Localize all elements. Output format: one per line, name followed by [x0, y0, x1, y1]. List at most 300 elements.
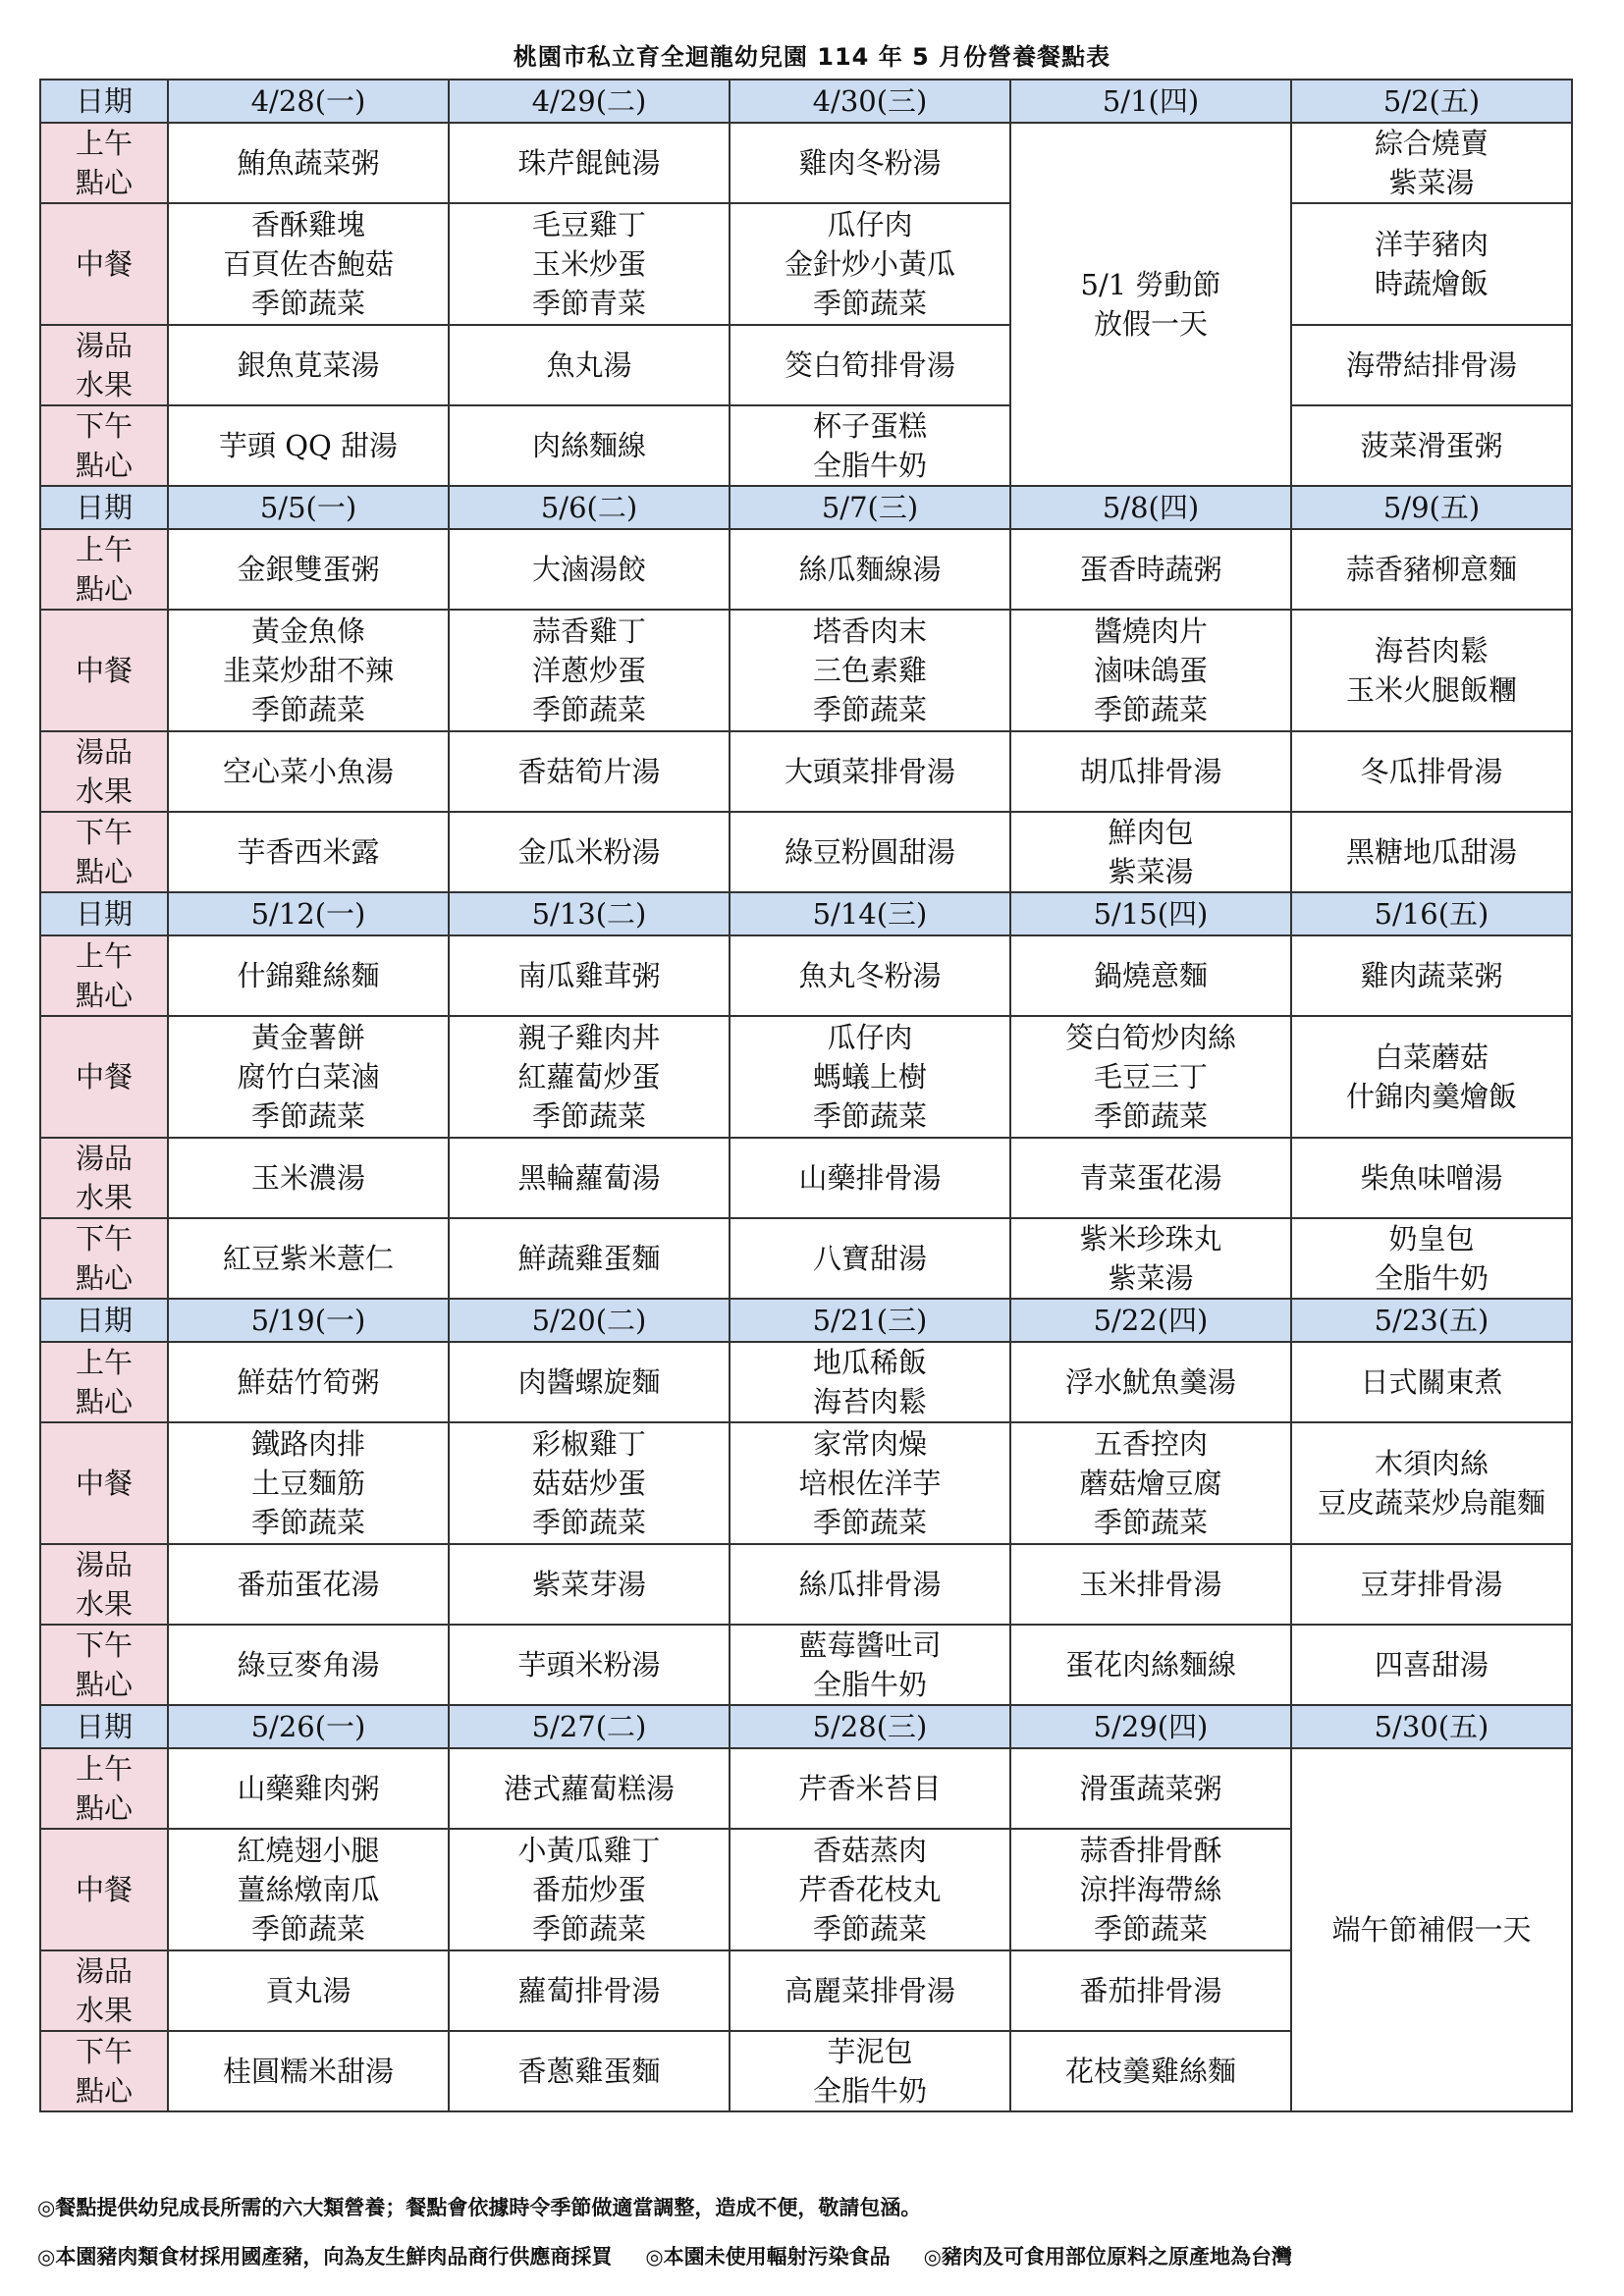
menu-item-line: 螞蟻上樹 — [812, 1060, 927, 1094]
menu-cell — [168, 1748, 449, 1829]
row-label-lunch: 中餐 — [40, 1422, 168, 1544]
holiday-cell — [1010, 123, 1291, 486]
row-label-line: 下午 — [75, 1222, 133, 1255]
menu-item-line: 季節蔬菜 — [1093, 1912, 1208, 1946]
menu-item-line: 滷味鴿蛋 — [1093, 654, 1208, 687]
menu-item-line: 貢丸湯 — [265, 1974, 352, 2007]
menu-cell — [1291, 1422, 1572, 1544]
menu-item-line: 家常肉燥 — [812, 1427, 927, 1461]
date-cell: 4/29(二) — [449, 80, 730, 123]
row-label-line: 下午 — [75, 409, 133, 443]
menu-item-line: 銀魚莧菜湯 — [237, 348, 380, 382]
menu-item-line: 芋泥包 — [827, 2035, 913, 2068]
menu-item-line: 季節蔬菜 — [531, 1099, 646, 1133]
menu-item-line: 肉絲麵線 — [531, 429, 646, 462]
menu-item-line: 季節蔬菜 — [812, 1506, 927, 1539]
menu-item-line: 綠豆麥角湯 — [237, 1648, 380, 1682]
menu-cell — [168, 935, 449, 1016]
menu-cell — [1010, 935, 1291, 1016]
menu-cell — [449, 1829, 730, 1950]
menu-item-line: 木須肉絲 — [1374, 1447, 1489, 1480]
meal-row-afternoon-snack — [40, 1625, 1572, 1705]
menu-cell — [449, 1016, 730, 1138]
menu-cell — [168, 405, 449, 486]
menu-item-line: 鍋燒意麵 — [1093, 959, 1208, 992]
menu-item-line: 海苔肉鬆 — [812, 1385, 927, 1418]
menu-cell — [168, 1218, 449, 1299]
date-cell: 5/21(三) — [730, 1299, 1010, 1342]
meal-row-afternoon-snack — [40, 1218, 1572, 1299]
menu-item-line: 紫菜湯 — [1388, 166, 1475, 199]
menu-item-line: 桂圓糯米甜湯 — [222, 2055, 394, 2088]
menu-item-line: 黑糖地瓜甜湯 — [1345, 835, 1517, 869]
holiday-cell — [1291, 1748, 1572, 2111]
menu-cell — [449, 935, 730, 1016]
menu-item-line: 雞肉冬粉湯 — [798, 146, 942, 180]
menu-item-line: 季節蔬菜 — [250, 1099, 365, 1133]
menu-cell — [1010, 2031, 1291, 2111]
menu-cell — [1291, 731, 1572, 812]
menu-item-line: 腐竹白菜滷 — [237, 1060, 380, 1094]
row-label-line: 湯品 — [75, 1548, 133, 1581]
menu-cell — [449, 405, 730, 486]
menu-item-line: 香酥雞塊 — [250, 208, 365, 241]
date-cell: 5/26(一) — [168, 1705, 449, 1748]
meal-row-lunch — [40, 610, 1572, 731]
holiday-line: 端午節補假一天 — [1331, 1913, 1532, 1947]
menu-item-line: 培根佐洋芋 — [798, 1467, 942, 1500]
menu-item-line: 金瓜米粉湯 — [517, 835, 661, 869]
menu-item-line: 杯子蛋糕 — [812, 409, 927, 443]
menu-cell — [1010, 1625, 1291, 1705]
footnote-text: ◎本園豬肉類食材採用國產豬，向為友生鮮肉品商行供應商採買 — [37, 2245, 613, 2269]
row-label-line: 下午 — [75, 1629, 133, 1662]
menu-cell — [730, 1342, 1010, 1422]
date-cell: 5/13(二) — [449, 892, 730, 935]
date-cell: 5/16(五) — [1291, 892, 1572, 935]
row-label-line: 下午 — [75, 2035, 133, 2068]
menu-cell — [1291, 1625, 1572, 1705]
menu-item-line: 紫菜湯 — [1108, 855, 1194, 888]
menu-cell — [1010, 1829, 1291, 1950]
row-label-morning-snack — [40, 935, 168, 1016]
menu-item-line: 季節蔬菜 — [812, 287, 927, 320]
menu-cell — [730, 1016, 1010, 1138]
date-cell: 5/19(一) — [168, 1299, 449, 1342]
menu-item-line: 全脂牛奶 — [1374, 1261, 1489, 1295]
menu-cell — [449, 1748, 730, 1829]
menu-item-line: 菠菜滑蛋粥 — [1360, 429, 1503, 462]
menu-item-line: 青菜蛋花湯 — [1079, 1161, 1222, 1195]
menu-item-line: 筊白筍炒肉絲 — [1064, 1021, 1236, 1054]
date-cell: 5/20(二) — [449, 1299, 730, 1342]
menu-cell — [168, 1829, 449, 1950]
menu-cell — [730, 812, 1010, 892]
row-label-soup-fruit — [40, 1138, 168, 1218]
menu-item-line: 玉米排骨湯 — [1079, 1568, 1222, 1601]
menu-cell — [449, 1218, 730, 1299]
row-label-line: 湯品 — [75, 1954, 133, 1988]
date-cell: 5/2(五) — [1291, 80, 1572, 123]
meal-row-morning-snack — [40, 1342, 1572, 1422]
menu-cell — [168, 1016, 449, 1138]
row-label-soup-fruit — [40, 1950, 168, 2031]
menu-item-line: 日式關東煮 — [1360, 1365, 1503, 1399]
menu-cell — [730, 731, 1010, 812]
meal-row-morning-snack — [40, 935, 1572, 1016]
menu-item-line: 南瓜雞茸粥 — [517, 959, 661, 992]
menu-cell — [449, 1342, 730, 1422]
date-cell: 5/30(五) — [1291, 1705, 1572, 1748]
menu-cell — [168, 1950, 449, 2031]
menu-cell — [730, 2031, 1010, 2111]
menu-item-line: 彩椒雞丁 — [531, 1427, 646, 1461]
menu-item-line: 肉醬螺旋麵 — [517, 1365, 661, 1399]
menu-table — [39, 79, 1573, 2112]
menu-cell — [730, 1544, 1010, 1625]
row-label-lunch: 中餐 — [40, 1829, 168, 1950]
menu-cell — [1291, 935, 1572, 1016]
row-label-line: 點心 — [75, 979, 133, 1012]
footnote-1 — [37, 2192, 954, 2221]
menu-cell — [1291, 1218, 1572, 1299]
menu-item-line: 親子雞肉丼 — [517, 1021, 661, 1054]
menu-item-line: 蒜香豬柳意麵 — [1345, 553, 1517, 586]
menu-cell — [1010, 1748, 1291, 1829]
menu-item-line: 魚丸湯 — [546, 348, 632, 382]
menu-item-line: 五香控肉 — [1093, 1427, 1208, 1461]
menu-cell — [168, 325, 449, 405]
menu-item-line: 番茄炒蛋 — [531, 1873, 646, 1906]
row-label-soup-fruit — [40, 325, 168, 405]
menu-item-line: 土豆麵筋 — [250, 1467, 365, 1500]
row-label-line: 點心 — [75, 855, 133, 888]
row-label-soup-fruit — [40, 1544, 168, 1625]
menu-cell — [730, 1422, 1010, 1544]
menu-cell — [1291, 529, 1572, 610]
menu-item-line: 香菇蒸肉 — [812, 1834, 927, 1867]
row-label-afternoon-snack — [40, 2031, 168, 2111]
row-label-morning-snack — [40, 529, 168, 610]
row-label-lunch: 中餐 — [40, 1016, 168, 1138]
menu-item-line: 山藥雞肉粥 — [237, 1772, 380, 1805]
menu-item-line: 全脂牛奶 — [812, 2074, 927, 2108]
menu-item-line: 薑絲燉南瓜 — [237, 1873, 380, 1906]
menu-item-line: 季節蔬菜 — [531, 1506, 646, 1539]
menu-cell — [168, 812, 449, 892]
menu-cell — [449, 2031, 730, 2111]
menu-item-line: 玉米火腿飯糰 — [1345, 673, 1517, 707]
menu-item-line: 菇菇炒蛋 — [531, 1467, 646, 1500]
menu-cell — [1291, 1342, 1572, 1422]
menu-item-line: 醬燒肉片 — [1093, 614, 1208, 648]
menu-item-line: 蒜香雞丁 — [531, 614, 646, 648]
menu-item-line: 紫菜湯 — [1108, 1261, 1194, 1295]
row-label-line: 點心 — [75, 572, 133, 606]
row-label-date: 日期 — [40, 80, 168, 123]
menu-item-line: 番茄蛋花湯 — [237, 1568, 380, 1601]
menu-cell — [730, 1748, 1010, 1829]
menu-item-line: 滑蛋蔬菜粥 — [1079, 1772, 1222, 1805]
date-cell: 5/12(一) — [168, 892, 449, 935]
menu-item-line: 鐵路肉排 — [250, 1427, 365, 1461]
menu-item-line: 韭菜炒甜不辣 — [222, 654, 394, 687]
footnote-text: ◎豬肉及可食用部位原料之原產地為台灣 — [923, 2245, 1292, 2269]
menu-cell — [1010, 529, 1291, 610]
menu-cell — [730, 1138, 1010, 1218]
menu-item-line: 港式蘿蔔糕湯 — [503, 1772, 675, 1805]
row-label-morning-snack — [40, 1342, 168, 1422]
menu-cell — [1291, 123, 1572, 203]
row-label-morning-snack — [40, 123, 168, 203]
date-cell: 5/23(五) — [1291, 1299, 1572, 1342]
meal-row-lunch — [40, 1016, 1572, 1138]
date-cell: 5/9(五) — [1291, 486, 1572, 529]
row-label-line: 點心 — [75, 2074, 133, 2108]
menu-item-line: 季節蔬菜 — [812, 1099, 927, 1133]
row-label-line: 水果 — [75, 1994, 133, 2027]
menu-cell — [168, 1138, 449, 1218]
menu-cell — [1291, 812, 1572, 892]
menu-item-line: 瓜仔肉 — [827, 1021, 913, 1054]
row-label-line: 水果 — [75, 1587, 133, 1621]
menu-item-line: 季節青菜 — [531, 287, 646, 320]
menu-item-line: 黑輪蘿蔔湯 — [517, 1161, 661, 1195]
menu-cell — [730, 123, 1010, 203]
menu-item-line: 高麗菜排骨湯 — [784, 1974, 955, 2007]
menu-cell — [1010, 1422, 1291, 1544]
row-label-afternoon-snack — [40, 1625, 168, 1705]
row-label-line: 上午 — [75, 939, 133, 973]
menu-item-line: 山藥排骨湯 — [798, 1161, 942, 1195]
date-cell: 5/22(四) — [1010, 1299, 1291, 1342]
menu-item-line: 塔香肉末 — [812, 614, 927, 648]
menu-item-line: 黃金魚條 — [250, 614, 365, 648]
menu-cell — [1291, 1138, 1572, 1218]
menu-item-line: 洋芋豬肉 — [1374, 228, 1489, 261]
menu-item-line: 鮮肉包 — [1108, 816, 1194, 849]
menu-cell — [1291, 610, 1572, 731]
meal-row-soup-fruit — [40, 1544, 1572, 1625]
row-label-line: 湯品 — [75, 735, 133, 769]
menu-item-line: 筊白筍排骨湯 — [784, 348, 955, 382]
meal-row-morning-snack — [40, 529, 1572, 610]
menu-cell — [730, 405, 1010, 486]
menu-item-line: 冬瓜排骨湯 — [1360, 755, 1503, 788]
holiday-line: 放假一天 — [1093, 307, 1208, 341]
row-label-line: 下午 — [75, 816, 133, 849]
menu-item-line: 季節蔬菜 — [1093, 1506, 1208, 1539]
menu-item-line: 芋香西米露 — [237, 835, 380, 869]
menu-item-line: 花枝羹雞絲麵 — [1064, 2055, 1236, 2088]
menu-cell — [730, 529, 1010, 610]
meal-row-lunch — [40, 1422, 1572, 1544]
menu-item-line: 八寶甜湯 — [812, 1242, 927, 1275]
menu-cell — [168, 1544, 449, 1625]
date-cell: 5/1(四) — [1010, 80, 1291, 123]
menu-cell — [1010, 812, 1291, 892]
row-label-line: 上午 — [75, 1752, 133, 1786]
date-row — [40, 1299, 1572, 1342]
menu-item-line: 豆皮蔬菜炒烏龍麵 — [1317, 1486, 1545, 1520]
menu-cell — [168, 1422, 449, 1544]
menu-cell — [168, 2031, 449, 2111]
menu-item-line: 綠豆粉圓甜湯 — [784, 835, 955, 869]
holiday-line: 5/1 勞動節 — [1080, 268, 1221, 301]
menu-cell — [168, 203, 449, 325]
footnote-text: ◎本園未使用輻射污染食品 — [645, 2245, 891, 2269]
menu-item-line: 季節蔬菜 — [250, 1912, 365, 1946]
date-cell: 5/5(一) — [168, 486, 449, 529]
menu-cell — [449, 529, 730, 610]
menu-item-line: 蘑菇燴豆腐 — [1079, 1467, 1222, 1500]
menu-cell — [168, 731, 449, 812]
menu-item-line: 番茄排骨湯 — [1079, 1974, 1222, 2007]
menu-item-line: 蘿蔔排骨湯 — [517, 1974, 661, 2007]
menu-item-line: 海苔肉鬆 — [1374, 634, 1489, 667]
menu-item-line: 胡瓜排骨湯 — [1079, 755, 1222, 788]
menu-item-line: 三色素雞 — [812, 654, 927, 687]
row-label-afternoon-snack — [40, 812, 168, 892]
row-label-date: 日期 — [40, 1299, 168, 1342]
menu-item-line: 瓜仔肉 — [827, 208, 913, 241]
menu-cell — [1010, 1544, 1291, 1625]
menu-cell — [1291, 203, 1572, 325]
menu-item-line: 紅蘿蔔炒蛋 — [517, 1060, 661, 1094]
meal-row-soup-fruit — [40, 325, 1572, 405]
date-cell: 5/15(四) — [1010, 892, 1291, 935]
menu-cell — [449, 812, 730, 892]
menu-item-line: 玉米濃湯 — [250, 1161, 365, 1195]
menu-item-line: 蒜香排骨酥 — [1079, 1834, 1222, 1867]
menu-item-line: 藍莓醬吐司 — [798, 1629, 942, 1662]
menu-item-line: 柴魚味噌湯 — [1360, 1161, 1503, 1195]
date-cell: 5/14(三) — [730, 892, 1010, 935]
menu-cell — [168, 1342, 449, 1422]
page-title: 桃園市私立育全迴龍幼兒園 114 年 5 月份營養餐點表 — [513, 43, 1111, 71]
menu-item-line: 四喜甜湯 — [1374, 1648, 1489, 1682]
menu-item-line: 季節蔬菜 — [531, 693, 646, 726]
menu-item-line: 金銀雙蛋粥 — [237, 553, 380, 586]
menu-cell — [449, 1544, 730, 1625]
menu-item-line: 大滷湯餃 — [531, 553, 646, 586]
menu-cell — [1010, 1016, 1291, 1138]
menu-cell — [449, 1950, 730, 2031]
menu-item-line: 絲瓜排骨湯 — [798, 1568, 942, 1601]
menu-item-line: 毛豆雞丁 — [531, 208, 646, 241]
meal-row-morning-snack — [40, 1748, 1572, 1829]
menu-item-line: 地瓜稀飯 — [812, 1346, 927, 1379]
row-label-line: 水果 — [75, 368, 133, 401]
menu-cell — [730, 325, 1010, 405]
date-row — [40, 892, 1572, 935]
menu-item-line: 什錦雞絲麵 — [237, 959, 380, 992]
menu-item-line: 蛋花肉絲麵線 — [1064, 1648, 1236, 1682]
menu-item-line: 魚丸冬粉湯 — [798, 959, 942, 992]
menu-item-line: 蛋香時蔬粥 — [1079, 553, 1222, 586]
menu-cell — [168, 529, 449, 610]
menu-cell — [730, 1829, 1010, 1950]
menu-item-line: 涼拌海帶絲 — [1079, 1873, 1222, 1906]
meal-row-soup-fruit — [40, 731, 1572, 812]
date-cell: 5/29(四) — [1010, 1705, 1291, 1748]
row-label-line: 湯品 — [75, 1142, 133, 1175]
menu-cell — [730, 610, 1010, 731]
menu-cell — [449, 1625, 730, 1705]
menu-cell — [1010, 610, 1291, 731]
date-cell: 4/30(三) — [730, 80, 1010, 123]
date-cell: 5/7(三) — [730, 486, 1010, 529]
menu-cell — [1010, 731, 1291, 812]
menu-cell — [168, 1625, 449, 1705]
row-label-date: 日期 — [40, 486, 168, 529]
row-label-soup-fruit — [40, 731, 168, 812]
meal-row-afternoon-snack — [40, 812, 1572, 892]
menu-cell — [1291, 1016, 1572, 1138]
row-label-line: 水果 — [75, 1181, 133, 1214]
menu-item-line: 紫米珍珠丸 — [1079, 1222, 1222, 1255]
menu-cell — [730, 203, 1010, 325]
menu-item-line: 毛豆三丁 — [1093, 1060, 1208, 1094]
date-row — [40, 80, 1572, 123]
row-label-lunch: 中餐 — [40, 203, 168, 325]
menu-item-line: 紅豆紫米薏仁 — [222, 1242, 394, 1275]
date-cell: 5/28(三) — [730, 1705, 1010, 1748]
menu-item-line: 芋頭 QQ 甜湯 — [219, 429, 398, 462]
menu-cell — [1010, 1950, 1291, 2031]
menu-cell — [449, 1422, 730, 1544]
row-label-line: 上午 — [75, 1346, 133, 1379]
menu-item-line: 芋頭米粉湯 — [517, 1648, 661, 1682]
menu-cell — [449, 1138, 730, 1218]
menu-item-line: 全脂牛奶 — [812, 1668, 927, 1701]
menu-item-line: 時蔬燴飯 — [1374, 267, 1489, 300]
row-label-line: 點心 — [75, 1791, 133, 1825]
row-label-afternoon-snack — [40, 405, 168, 486]
menu-item-line: 鮪魚蔬菜粥 — [237, 146, 380, 180]
menu-item-line: 季節蔬菜 — [531, 1912, 646, 1946]
menu-item-line: 芹香花枝丸 — [798, 1873, 942, 1906]
menu-item-line: 芹香米苔目 — [798, 1772, 942, 1805]
menu-item-line: 洋蔥炒蛋 — [531, 654, 646, 687]
menu-item-line: 季節蔬菜 — [1093, 693, 1208, 726]
meal-row-afternoon-snack — [40, 405, 1572, 486]
menu-item-line: 玉米炒蛋 — [531, 247, 646, 281]
menu-cell — [449, 325, 730, 405]
date-row — [40, 1705, 1572, 1748]
date-cell: 4/28(一) — [168, 80, 449, 123]
menu-item-line: 季節蔬菜 — [812, 693, 927, 726]
menu-cell — [449, 123, 730, 203]
menu-cell — [168, 123, 449, 203]
menu-cell — [449, 203, 730, 325]
menu-item-line: 白菜蘑菇 — [1374, 1041, 1489, 1074]
menu-item-line: 百頁佐杏鮑菇 — [222, 247, 394, 281]
row-label-morning-snack — [40, 1748, 168, 1829]
menu-cell — [1010, 1342, 1291, 1422]
date-cell: 5/8(四) — [1010, 486, 1291, 529]
menu-item-line: 雞肉蔬菜粥 — [1360, 959, 1503, 992]
menu-item-line: 什錦肉羹燴飯 — [1345, 1080, 1517, 1113]
date-cell: 5/27(二) — [449, 1705, 730, 1748]
menu-item-line: 浮水魷魚羹湯 — [1064, 1365, 1236, 1399]
menu-cell — [730, 1218, 1010, 1299]
menu-item-line: 鮮蔬雞蛋麵 — [517, 1242, 661, 1275]
row-label-date: 日期 — [40, 1705, 168, 1748]
menu-item-line: 珠芹餛飩湯 — [517, 146, 661, 180]
menu-item-line: 季節蔬菜 — [250, 287, 365, 320]
row-label-date: 日期 — [40, 892, 168, 935]
